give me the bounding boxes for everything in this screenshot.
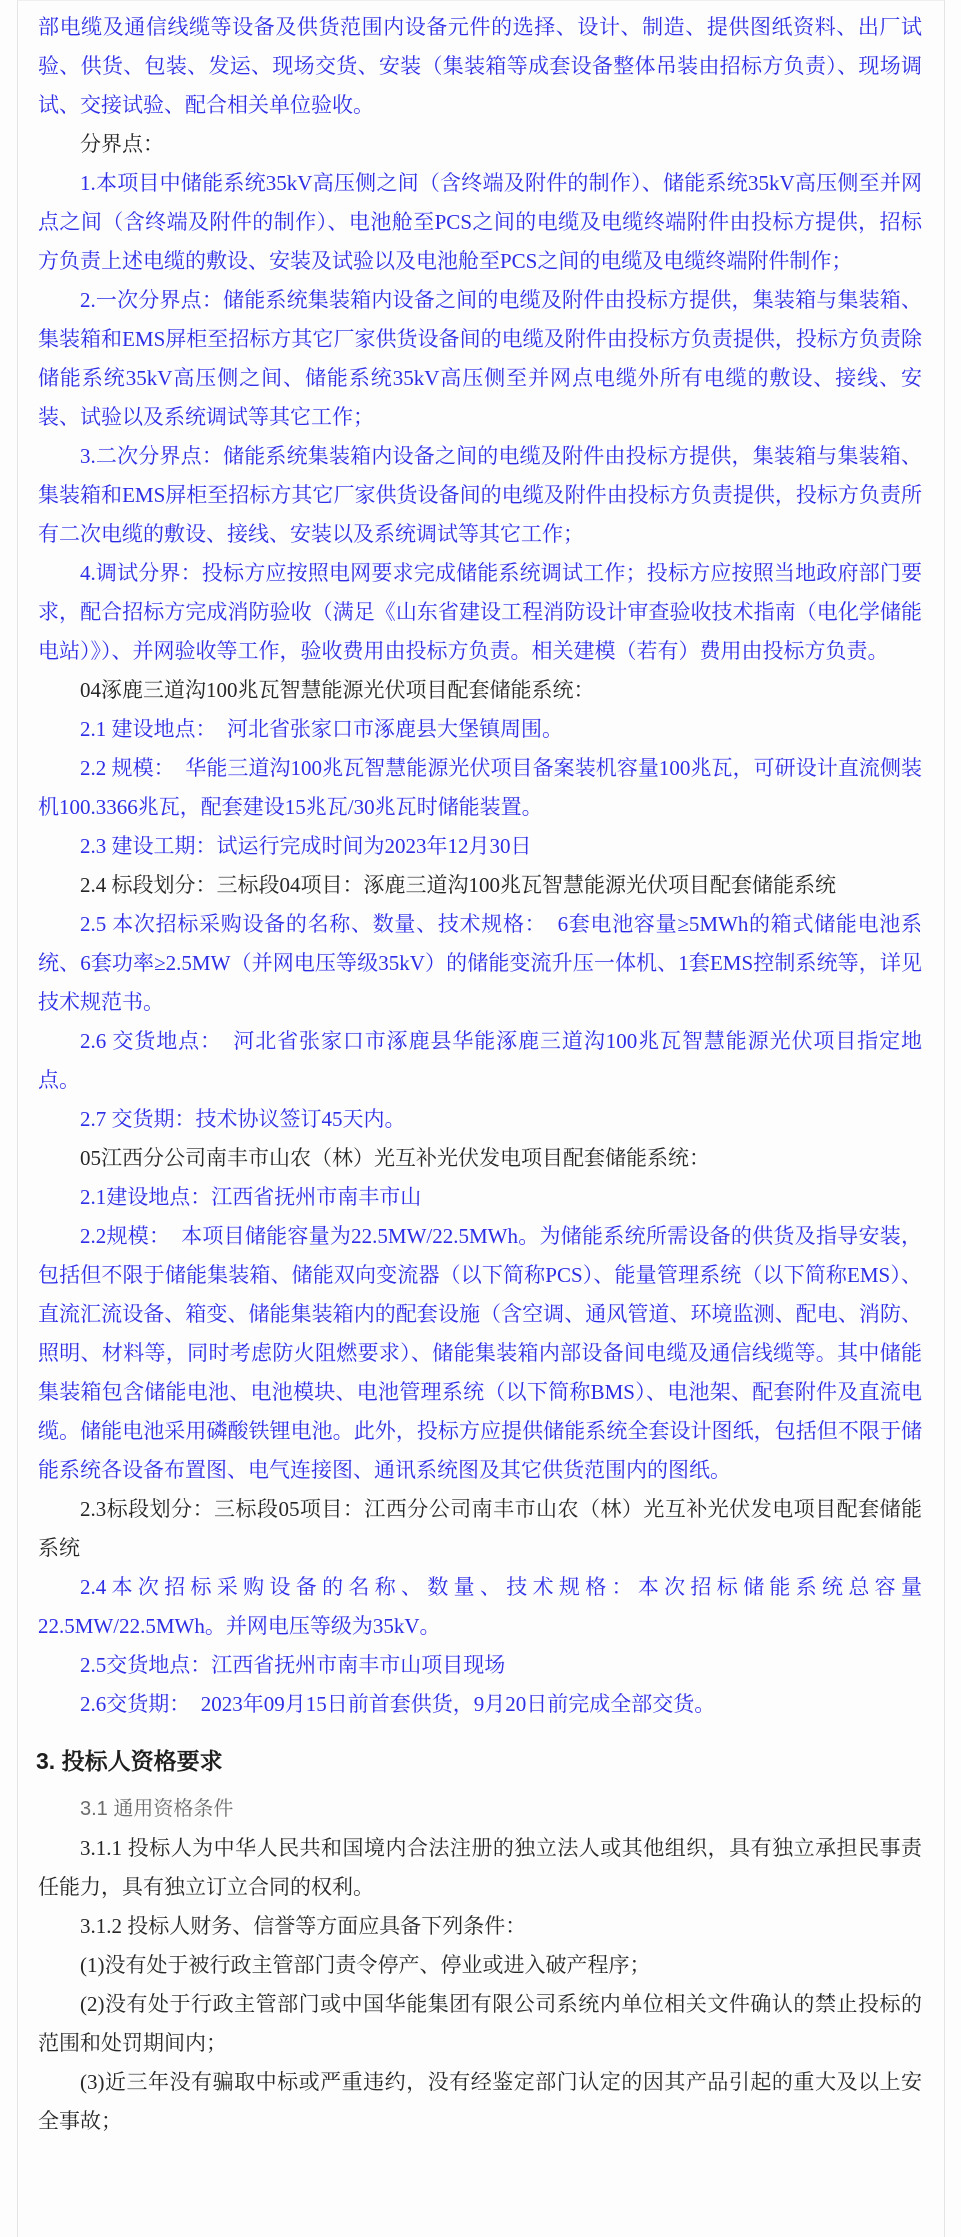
doc-paragraph: 2.5交货地点：江西省抚州市南丰市山项目现场 [80, 1653, 506, 1677]
doc-paragraph: 2.5 本次招标采购设备的名称、数量、技术规格： 6套电池容量≥5MWh的箱式储能电池系统、6套功率≥2.5MW（并网电压等级35kV）的储能变流升压一体机、1套EMS控制系统等，详见技术规范书。 [38, 912, 922, 1014]
doc-paragraph: 4.调试分界：投标方应按照电网要求完成储能系统调试工作；投标方应按照当地政府部门要求，配合招标方完成消防验收（满足《山东省建设工程消防设计审查验收技术指南（电化学储能电站）》）、并网验收等工作，验收费用由投标方负责。相关建模（若有）费用由投标方负责。 [38, 561, 922, 663]
doc-paragraph: 3.1.2 投标人财务、信誉等方面应具备下列条件： [80, 1914, 527, 1938]
doc-paragraph: 2.一次分界点：储能系统集装箱内设备之间的电缆及附件由投标方提供，集装箱与集装箱、集装箱和EMS屏柜至招标方其它厂家供货设备间的电缆及附件由投标方负责提供，投标方负责除储能系统35kV高压侧之间、储能系统35kV高压侧至并网点电缆外所有电缆的敷设、接线、安装、试验以及系统调试等其它工作； [38, 288, 922, 429]
doc-paragraph: 2.7 交货期：技术协议签订45天内。 [80, 1107, 406, 1131]
doc-paragraph: 2.1建设地点：江西省抚州市南丰市山 [80, 1185, 422, 1209]
doc-paragraph: 2.2 规模： 华能三道沟100兆瓦智慧能源光伏项目备案装机容量100兆瓦，可研设计直流侧装机100.3366兆瓦，配套建设15兆瓦/30兆瓦时储能装置。 [38, 756, 922, 819]
doc-paragraph: 3.1 通用资格条件 [80, 1798, 234, 1820]
doc-paragraph: 2.2规模： 本项目储能容量为22.5MW/22.5MWh。为储能系统所需设备的供货及指导安装，包括但不限于储能集装箱、储能双向变流器（以下简称PCS）、能量管理系统（以下简称EMS）、直流汇流设备、箱变、储能集装箱内的配套设施（含空调、通风管道、环境监测、配电、消防、照明、材料等，同时考虑防火阻燃要求）、储能集装箱内部设备间电缆及通信线缆等。其中储能集装箱包含储能电池、电池模块、电池管理系统（以下简称BMS）、电池架、配套附件及直流电缆。储能电池采用磷酸铁锂电池。此外，投标方应提供储能系统全套设计图纸，包括但不限于储能系统各设备布置图、电气连接图、通讯系统图及其它供货范围内的图纸。 [38, 1224, 922, 1482]
doc-paragraph: 2.6 交货地点： 河北省张家口市涿鹿县华能涿鹿三道沟100兆瓦智慧能源光伏项目指定地点。 [38, 1029, 922, 1092]
document-body [38, 8, 922, 2141]
doc-paragraph: 2.1 建设地点： 河北省张家口市涿鹿县大堡镇周围。 [80, 717, 563, 741]
section-heading: 3. 投标人资格要求 [36, 1748, 223, 1774]
doc-paragraph: 2.6交货期： 2023年09月15日前首套供货，9月20日前完成全部交货。 [80, 1692, 716, 1716]
doc-paragraph: 04涿鹿三道沟100兆瓦智慧能源光伏项目配套储能系统： [80, 678, 595, 702]
doc-paragraph: 3.1.1 投标人为中华人民共和国境内合法注册的独立法人或其他组织，具有独立承担民事责任能力，具有独立订立合同的权利。 [38, 1836, 922, 1899]
document-content-frame [17, 0, 945, 2237]
doc-paragraph: 分界点： [80, 132, 164, 156]
doc-paragraph: (2)没有处于行政主管部门或中国华能集团有限公司系统内单位相关文件确认的禁止投标的范围和处罚期间内； [38, 1992, 922, 2055]
doc-paragraph: 2.4本次招标采购设备的名称、数量、技术规格：本次招标储能系统总容量22.5MW/22.5MWh。并网电压等级为35kV。 [38, 1575, 922, 1638]
doc-paragraph: 05江西分公司南丰市山农（林）光互补光伏发电项目配套储能系统： [80, 1146, 710, 1170]
doc-paragraph: 3.二次分界点：储能系统集装箱内设备之间的电缆及附件由投标方提供，集装箱与集装箱、集装箱和EMS屏柜至招标方其它厂家供货设备间的电缆及附件由投标方负责提供，投标方负责所有二次电缆的敷设、接线、安装以及系统调试等其它工作； [38, 444, 922, 546]
doc-paragraph: (3)近三年没有骗取中标或严重违约，没有经鉴定部门认定的因其产品引起的重大及以上安全事故； [38, 2070, 922, 2133]
doc-paragraph: 2.3 建设工期：试运行完成时间为2023年12月30日 [80, 834, 532, 858]
doc-paragraph: 部电缆及通信线缆等设备及供货范围内设备元件的选择、设计、制造、提供图纸资料、出厂试验、供货、包装、发运、现场交货、安装（集装箱等成套设备整体吊装由招标方负责）、现场调试、交接试验、配合相关单位验收。 [38, 15, 922, 117]
doc-paragraph: (1)没有处于被行政主管部门责令停产、停业或进入破产程序； [80, 1953, 651, 1977]
doc-paragraph: 2.3标段划分：三标段05项目：江西分公司南丰市山农（林）光互补光伏发电项目配套储能系统 [38, 1497, 922, 1560]
doc-paragraph: 1.本项目中储能系统35kV高压侧之间（含终端及附件的制作）、储能系统35kV高压侧至并网点之间（含终端及附件的制作）、电池舱至PCS之间的电缆及电缆终端附件由投标方提供，招标方负责上述电缆的敷设、安装及试验以及电池舱至PCS之间的电缆及电缆终端附件制作； [38, 171, 922, 273]
doc-paragraph: 2.4 标段划分：三标段04项目：涿鹿三道沟100兆瓦智慧能源光伏项目配套储能系统 [80, 873, 836, 897]
